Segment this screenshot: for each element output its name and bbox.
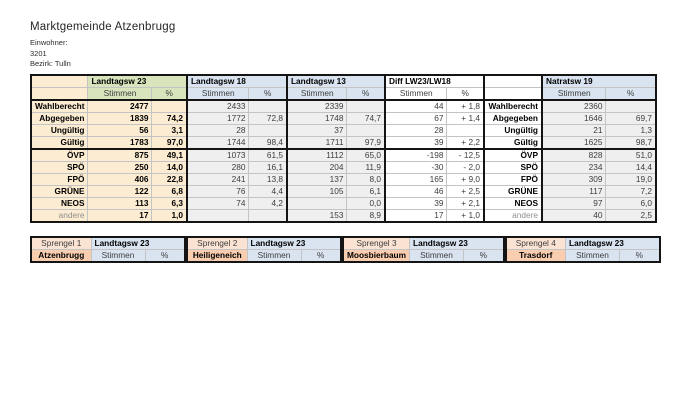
percent-value: 97,0 xyxy=(152,137,187,150)
corner-cell xyxy=(31,88,88,101)
table-row xyxy=(31,174,656,186)
stimmen-value xyxy=(287,198,347,210)
stimmen-value xyxy=(187,210,249,223)
sprengel-name: Trasdorf xyxy=(506,250,566,263)
table-row xyxy=(31,125,656,137)
percent-value: 6,3 xyxy=(152,198,187,210)
stimmen-header: Stimmen xyxy=(566,250,620,263)
percent-value: 98,4 xyxy=(249,137,287,150)
column-header-row xyxy=(31,88,656,101)
percent-value: 74,7 xyxy=(347,113,385,125)
table-row xyxy=(31,162,656,174)
block-title-row xyxy=(343,237,504,250)
stimmen-header: Stimmen xyxy=(91,250,145,263)
stimmen-header: Stimmen xyxy=(385,88,447,101)
block-title: Landtagsw 23 xyxy=(247,237,341,250)
sprengel-table-3 xyxy=(342,236,505,263)
sprengel-table-2 xyxy=(186,236,342,263)
stimmen-value: 1112 xyxy=(287,149,347,162)
table-row xyxy=(31,198,656,210)
stimmen-value: -198 xyxy=(385,149,447,162)
row-label: Wahlberecht xyxy=(31,100,88,113)
percent-header: % xyxy=(145,250,185,263)
percent-value: 72,8 xyxy=(249,113,287,125)
percent-header: % xyxy=(447,88,484,101)
stimmen-value: 17 xyxy=(385,210,447,223)
percent-value: 74,2 xyxy=(152,113,187,125)
row-label: FPÖ xyxy=(31,174,88,186)
stimmen-value: 234 xyxy=(542,162,606,174)
percent-value: 13,8 xyxy=(249,174,287,186)
sprengel-name: Heiligeneich xyxy=(187,250,247,263)
percent-value: 16,1 xyxy=(249,162,287,174)
row-label: GRÜNE xyxy=(31,186,88,198)
stimmen-header: Stimmen xyxy=(542,88,606,101)
stimmen-value: 204 xyxy=(287,162,347,174)
percent-value: 7,2 xyxy=(606,186,656,198)
stimmen-value: 40 xyxy=(542,210,606,223)
percent-value: 97,9 xyxy=(347,137,385,150)
percent-value: 61,5 xyxy=(249,149,287,162)
row-label-right: Gültig xyxy=(484,137,542,150)
stimmen-header: Stimmen xyxy=(187,88,249,101)
percent-value: - 12,5 xyxy=(447,149,484,162)
stimmen-value: 122 xyxy=(88,186,152,198)
stimmen-value: 1744 xyxy=(187,137,249,150)
row-label-right: Abgegeben xyxy=(484,113,542,125)
stimmen-value: 406 xyxy=(88,174,152,186)
stimmen-value: 280 xyxy=(187,162,249,174)
percent-value xyxy=(606,100,656,113)
percent-value: 14,0 xyxy=(152,162,187,174)
row-label: SPÖ xyxy=(31,162,88,174)
sprengel-label: Sprengel 4 xyxy=(506,237,566,250)
stimmen-value: 2360 xyxy=(542,100,606,113)
percent-value: 6,1 xyxy=(347,186,385,198)
percent-value: 14,4 xyxy=(606,162,656,174)
stimmen-value: 1839 xyxy=(88,113,152,125)
percent-value: 6,0 xyxy=(606,198,656,210)
stimmen-value: 37 xyxy=(287,125,347,137)
row-label-right: GRÜNE xyxy=(484,186,542,198)
percent-value: + 2,2 xyxy=(447,137,484,150)
block-title: Natratsw 19 xyxy=(542,75,656,88)
stimmen-value: 39 xyxy=(385,198,447,210)
corner-cell-right xyxy=(484,88,542,101)
page-title: Marktgemeinde Atzenbrugg xyxy=(30,21,176,33)
block-title: Landtagsw 23 xyxy=(91,237,185,250)
percent-value: 8,0 xyxy=(347,174,385,186)
percent-value xyxy=(249,210,287,223)
table-row xyxy=(31,113,656,125)
block-title: Landtagsw 13 xyxy=(287,75,385,88)
sprengel-table-1 xyxy=(30,236,186,263)
percent-value: 6,8 xyxy=(152,186,187,198)
stimmen-value: 250 xyxy=(88,162,152,174)
stimmen-value: 2339 xyxy=(287,100,347,113)
stimmen-value: 828 xyxy=(542,149,606,162)
stimmen-value: 105 xyxy=(287,186,347,198)
stimmen-header: Stimmen xyxy=(287,88,347,101)
percent-value: 8,9 xyxy=(347,210,385,223)
row-label-right: Ungültig xyxy=(484,125,542,137)
document-header xyxy=(30,21,175,70)
corner-cell-right xyxy=(484,75,542,88)
stimmen-value: 1625 xyxy=(542,137,606,150)
stimmen-value: 39 xyxy=(385,137,447,150)
percent-value xyxy=(249,125,287,137)
einwohner-label: Einwohner: xyxy=(30,38,68,47)
block-title-row xyxy=(187,237,341,250)
percent-value xyxy=(152,100,187,113)
table-row xyxy=(31,137,656,150)
stimmen-value: 117 xyxy=(542,186,606,198)
percent-value: 0,0 xyxy=(347,198,385,210)
main-results-table-container xyxy=(30,74,657,223)
percent-header: % xyxy=(347,88,385,101)
table-row xyxy=(31,149,656,162)
einwohner-value: 3201 xyxy=(30,48,47,58)
stimmen-value: 875 xyxy=(88,149,152,162)
percent-value: 98,7 xyxy=(606,137,656,150)
row-label-right: FPÖ xyxy=(484,174,542,186)
row-label: Gültig xyxy=(31,137,88,150)
stimmen-value: 153 xyxy=(287,210,347,223)
table-row xyxy=(31,100,656,113)
table-row xyxy=(31,186,656,198)
block-title: Landtagsw 23 xyxy=(566,237,660,250)
row-label: Ungültig xyxy=(31,125,88,137)
stimmen-value: 28 xyxy=(187,125,249,137)
stimmen-value: 1772 xyxy=(187,113,249,125)
row-label-right: andere xyxy=(484,210,542,223)
percent-value: 1,0 xyxy=(152,210,187,223)
block-title-row xyxy=(506,237,660,250)
column-header-row xyxy=(187,250,341,263)
row-label: NEOS xyxy=(31,198,88,210)
block-title: Landtagsw 23 xyxy=(410,237,504,250)
percent-value: + 1,8 xyxy=(447,100,484,113)
stimmen-value: 46 xyxy=(385,186,447,198)
percent-value: 19,0 xyxy=(606,174,656,186)
row-label: ÖVP xyxy=(31,149,88,162)
percent-header: % xyxy=(464,250,504,263)
sprengel-label: Sprengel 3 xyxy=(343,237,410,250)
percent-value: 22,8 xyxy=(152,174,187,186)
percent-value: 69,7 xyxy=(606,113,656,125)
block-title: Landtagsw 23 xyxy=(88,75,187,88)
sprengel-table-4 xyxy=(505,236,661,263)
stimmen-value: 1073 xyxy=(187,149,249,162)
stimmen-value: 241 xyxy=(187,174,249,186)
percent-value xyxy=(447,125,484,137)
sprengel-name: Atzenbrugg xyxy=(31,250,91,263)
stimmen-value: 17 xyxy=(88,210,152,223)
percent-header: % xyxy=(249,88,287,101)
column-header-row xyxy=(343,250,504,263)
column-header-row xyxy=(31,250,185,263)
row-label-right: SPÖ xyxy=(484,162,542,174)
sprengel-label: Sprengel 1 xyxy=(31,237,91,250)
stimmen-header: Stimmen xyxy=(410,250,464,263)
percent-header: % xyxy=(301,250,341,263)
percent-value: 4,4 xyxy=(249,186,287,198)
stimmen-value: 1711 xyxy=(287,137,347,150)
percent-header: % xyxy=(606,88,656,101)
stimmen-value: -30 xyxy=(385,162,447,174)
percent-value xyxy=(347,100,385,113)
stimmen-value: 28 xyxy=(385,125,447,137)
block-title-row xyxy=(31,75,656,88)
block-title: Diff LW23/LW18 xyxy=(385,75,484,88)
block-title: Landtagsw 18 xyxy=(187,75,287,88)
percent-header: % xyxy=(620,250,660,263)
main-results-table xyxy=(30,74,657,223)
percent-value: + 9,0 xyxy=(447,174,484,186)
percent-value: 1,3 xyxy=(606,125,656,137)
column-header-row xyxy=(506,250,660,263)
stimmen-value: 2433 xyxy=(187,100,249,113)
stimmen-value: 113 xyxy=(88,198,152,210)
percent-value: 4,2 xyxy=(249,198,287,210)
stimmen-value: 21 xyxy=(542,125,606,137)
stimmen-value: 44 xyxy=(385,100,447,113)
percent-value: + 2,5 xyxy=(447,186,484,198)
percent-value: 51,0 xyxy=(606,149,656,162)
stimmen-value: 1646 xyxy=(542,113,606,125)
stimmen-value: 74 xyxy=(187,198,249,210)
row-label: Abgegeben xyxy=(31,113,88,125)
percent-value: 2,5 xyxy=(606,210,656,223)
percent-value: + 1,4 xyxy=(447,113,484,125)
percent-value: - 2,0 xyxy=(447,162,484,174)
table-row xyxy=(31,210,656,223)
row-label-right: ÖVP xyxy=(484,149,542,162)
stimmen-value: 2477 xyxy=(88,100,152,113)
percent-value: 49,1 xyxy=(152,149,187,162)
percent-value: 3,1 xyxy=(152,125,187,137)
percent-value xyxy=(347,125,385,137)
stimmen-value: 1748 xyxy=(287,113,347,125)
stimmen-value: 137 xyxy=(287,174,347,186)
stimmen-value: 67 xyxy=(385,113,447,125)
row-label-right: Wahlberecht xyxy=(484,100,542,113)
block-title-row xyxy=(31,237,185,250)
sprengel-tables-container xyxy=(30,236,661,263)
row-label: andere xyxy=(31,210,88,223)
stimmen-header: Stimmen xyxy=(247,250,301,263)
percent-header: % xyxy=(152,88,187,101)
corner-cell xyxy=(31,75,88,88)
percent-value: 11,9 xyxy=(347,162,385,174)
percent-value: + 2,1 xyxy=(447,198,484,210)
stimmen-header: Stimmen xyxy=(88,88,152,101)
stimmen-value: 97 xyxy=(542,198,606,210)
stimmen-value: 1783 xyxy=(88,137,152,150)
row-label-right: NEOS xyxy=(484,198,542,210)
stimmen-value: 76 xyxy=(187,186,249,198)
stimmen-value: 165 xyxy=(385,174,447,186)
bezirk-label: Bezirk: Tulln xyxy=(30,59,71,69)
sprengel-name: Moosbierbaum xyxy=(343,250,410,263)
sprengel-label: Sprengel 2 xyxy=(187,237,247,250)
percent-value xyxy=(249,100,287,113)
percent-value: + 1,0 xyxy=(447,210,484,223)
percent-value: 65,0 xyxy=(347,149,385,162)
stimmen-value: 56 xyxy=(88,125,152,137)
stimmen-value: 309 xyxy=(542,174,606,186)
